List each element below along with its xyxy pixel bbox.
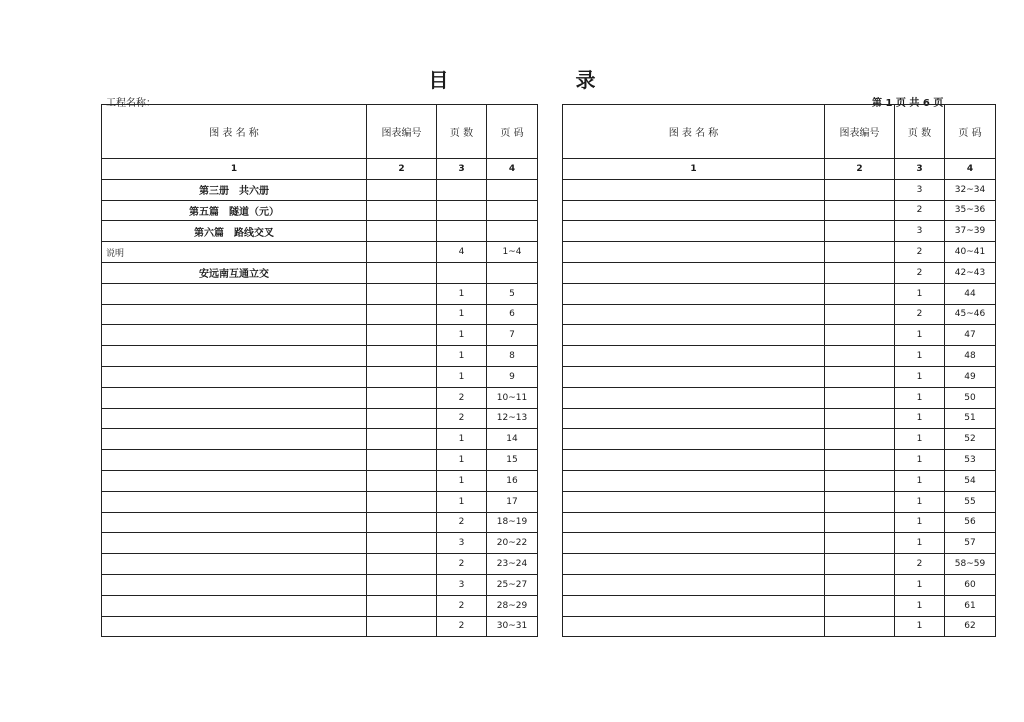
row-name [563, 512, 825, 533]
table-row [102, 366, 538, 387]
table-row [102, 387, 538, 408]
row-code [825, 533, 895, 554]
row-name [563, 470, 825, 491]
header-pages: 页 码 [487, 105, 538, 159]
row-code [825, 616, 895, 637]
row-count: 1 [437, 429, 487, 450]
row-pages: 16 [487, 470, 538, 491]
row-pages: 18~19 [487, 512, 538, 533]
table-row [102, 470, 538, 491]
row-count: 2 [895, 200, 945, 221]
row-name [102, 470, 367, 491]
row-name [102, 491, 367, 512]
catalog-table-left [101, 104, 538, 637]
row-count: 1 [895, 387, 945, 408]
row-count: 1 [437, 450, 487, 471]
row-count: 2 [895, 304, 945, 325]
row-count [437, 179, 487, 200]
row-code [825, 262, 895, 283]
row-code [825, 304, 895, 325]
row-count: 1 [895, 408, 945, 429]
row-pages: 17 [487, 491, 538, 512]
row-name [563, 325, 825, 346]
row-code [825, 325, 895, 346]
row-pages: 51 [945, 408, 996, 429]
table-row [563, 574, 996, 595]
row-code [825, 221, 895, 242]
table-row [563, 429, 996, 450]
row-name [102, 595, 367, 616]
row-count: 2 [895, 242, 945, 263]
table-row [563, 262, 996, 283]
header-name: 图 表 名 称 [102, 105, 367, 159]
row-pages: 56 [945, 512, 996, 533]
row-count: 1 [437, 325, 487, 346]
row-pages: 54 [945, 470, 996, 491]
row-code [825, 554, 895, 575]
row-count: 1 [437, 470, 487, 491]
row-pages: 5 [487, 283, 538, 304]
row-pages: 10~11 [487, 387, 538, 408]
row-code [825, 595, 895, 616]
header-name: 图 表 名 称 [563, 105, 825, 159]
header-pages: 页 码 [945, 105, 996, 159]
table-row [102, 616, 538, 637]
row-count [437, 221, 487, 242]
table-row [563, 616, 996, 637]
row-code [825, 346, 895, 367]
row-pages: 12~13 [487, 408, 538, 429]
table-row [102, 595, 538, 616]
row-name [563, 595, 825, 616]
row-name: 安远南互通立交 [102, 262, 367, 283]
row-code [367, 616, 437, 637]
row-pages: 7 [487, 325, 538, 346]
row-code [825, 387, 895, 408]
row-name [102, 429, 367, 450]
table-row [563, 491, 996, 512]
row-pages: 37~39 [945, 221, 996, 242]
row-code [825, 429, 895, 450]
row-count: 1 [437, 366, 487, 387]
table-row [563, 512, 996, 533]
row-pages: 40~41 [945, 242, 996, 263]
row-pages [487, 262, 538, 283]
row-name [563, 574, 825, 595]
row-count: 2 [437, 616, 487, 637]
table-header-row [563, 105, 996, 159]
row-pages: 60 [945, 574, 996, 595]
row-code [825, 450, 895, 471]
table-row [102, 491, 538, 512]
row-code [825, 366, 895, 387]
table-row [563, 470, 996, 491]
row-name [563, 491, 825, 512]
row-code [825, 200, 895, 221]
table-row [102, 221, 538, 242]
row-pages: 35~36 [945, 200, 996, 221]
row-name [102, 533, 367, 554]
col-num-2: 2 [825, 159, 895, 180]
table-row [102, 533, 538, 554]
row-name: 第五篇 隧道（元） [102, 200, 367, 221]
row-count: 1 [895, 533, 945, 554]
table-row [102, 283, 538, 304]
row-code [825, 408, 895, 429]
row-pages: 28~29 [487, 595, 538, 616]
row-code [367, 408, 437, 429]
row-name: 说明 [102, 242, 367, 263]
col-num-3: 3 [895, 159, 945, 180]
row-name [563, 262, 825, 283]
page-info: 第 1 页 共 6 页 [872, 98, 944, 109]
row-count: 1 [895, 595, 945, 616]
row-pages: 20~22 [487, 533, 538, 554]
row-pages: 25~27 [487, 574, 538, 595]
row-name [563, 408, 825, 429]
column-number-row [102, 159, 538, 180]
row-code [367, 346, 437, 367]
table-row [102, 346, 538, 367]
row-code [367, 304, 437, 325]
table-header-row [102, 105, 538, 159]
row-count: 1 [437, 491, 487, 512]
row-code [825, 242, 895, 263]
row-count: 3 [437, 533, 487, 554]
row-count: 1 [895, 346, 945, 367]
row-code [825, 512, 895, 533]
row-code [367, 221, 437, 242]
col-num-1: 1 [102, 159, 367, 180]
table-row [563, 221, 996, 242]
table-row [563, 533, 996, 554]
row-pages: 57 [945, 533, 996, 554]
row-name [102, 512, 367, 533]
row-pages: 61 [945, 595, 996, 616]
row-name [563, 346, 825, 367]
row-name [102, 450, 367, 471]
row-name [102, 408, 367, 429]
row-name [563, 429, 825, 450]
table-row [102, 512, 538, 533]
row-code [367, 242, 437, 263]
row-name [563, 304, 825, 325]
row-name: 第三册 共六册 [102, 179, 367, 200]
header-count: 页 数 [437, 105, 487, 159]
row-name [102, 616, 367, 637]
row-count: 1 [895, 574, 945, 595]
row-count: 1 [895, 429, 945, 450]
row-pages: 14 [487, 429, 538, 450]
table-row [563, 283, 996, 304]
table-row [563, 408, 996, 429]
row-count: 3 [895, 221, 945, 242]
row-pages: 42~43 [945, 262, 996, 283]
row-code [825, 470, 895, 491]
row-count: 1 [437, 304, 487, 325]
table-row [102, 262, 538, 283]
row-code [825, 491, 895, 512]
row-name [102, 387, 367, 408]
row-pages: 6 [487, 304, 538, 325]
row-code [367, 512, 437, 533]
row-pages: 8 [487, 346, 538, 367]
row-name [563, 554, 825, 575]
col-num-3: 3 [437, 159, 487, 180]
row-count: 2 [895, 554, 945, 575]
row-pages: 47 [945, 325, 996, 346]
row-code [367, 491, 437, 512]
row-pages [487, 200, 538, 221]
row-name [563, 387, 825, 408]
column-number-row [563, 159, 996, 180]
row-code [367, 283, 437, 304]
table-row [563, 595, 996, 616]
header-code: 图表编号 [825, 105, 895, 159]
row-name [563, 221, 825, 242]
row-code [367, 179, 437, 200]
row-pages: 49 [945, 366, 996, 387]
col-num-2: 2 [367, 159, 437, 180]
table-row [563, 179, 996, 200]
row-code [367, 595, 437, 616]
row-count: 1 [437, 283, 487, 304]
row-pages: 53 [945, 450, 996, 471]
project-name: 工程名称： [106, 98, 156, 109]
row-pages: 55 [945, 491, 996, 512]
row-pages: 30~31 [487, 616, 538, 637]
row-code [367, 574, 437, 595]
row-count: 1 [437, 346, 487, 367]
row-pages: 50 [945, 387, 996, 408]
row-count: 2 [437, 554, 487, 575]
table-row [563, 242, 996, 263]
col-num-4: 4 [945, 159, 996, 180]
row-name [563, 242, 825, 263]
row-pages: 1~4 [487, 242, 538, 263]
table-row [102, 325, 538, 346]
row-count: 1 [895, 450, 945, 471]
row-code [367, 554, 437, 575]
row-count: 2 [437, 595, 487, 616]
row-count [437, 262, 487, 283]
page-title: 目 录 [428, 68, 656, 92]
row-count: 1 [895, 470, 945, 491]
table-row [563, 366, 996, 387]
row-code [825, 179, 895, 200]
row-name [563, 283, 825, 304]
row-name [102, 346, 367, 367]
row-name [102, 325, 367, 346]
row-count: 1 [895, 325, 945, 346]
col-num-1: 1 [563, 159, 825, 180]
row-name [102, 304, 367, 325]
row-pages [487, 179, 538, 200]
row-pages [487, 221, 538, 242]
row-count: 2 [437, 387, 487, 408]
row-count: 2 [437, 512, 487, 533]
row-name [102, 574, 367, 595]
catalog-table-right [562, 104, 996, 637]
table-row [102, 200, 538, 221]
table-row [563, 346, 996, 367]
row-code [367, 366, 437, 387]
row-code [367, 200, 437, 221]
table-row [102, 179, 538, 200]
row-count: 1 [895, 491, 945, 512]
row-pages: 9 [487, 366, 538, 387]
row-pages: 15 [487, 450, 538, 471]
table-row [102, 554, 538, 575]
row-count: 3 [895, 179, 945, 200]
table-row [563, 554, 996, 575]
row-name [563, 179, 825, 200]
row-count: 2 [437, 408, 487, 429]
table-row [102, 304, 538, 325]
table-row [563, 387, 996, 408]
row-name [102, 366, 367, 387]
row-code [367, 325, 437, 346]
table-row [563, 450, 996, 471]
table-row [102, 242, 538, 263]
row-pages: 62 [945, 616, 996, 637]
row-name [102, 554, 367, 575]
row-code [825, 283, 895, 304]
table-row [102, 574, 538, 595]
row-pages: 48 [945, 346, 996, 367]
row-pages: 45~46 [945, 304, 996, 325]
row-code [367, 387, 437, 408]
row-name [563, 366, 825, 387]
row-code [367, 429, 437, 450]
row-pages: 32~34 [945, 179, 996, 200]
row-count: 1 [895, 616, 945, 637]
table-row [563, 304, 996, 325]
row-name [563, 616, 825, 637]
row-count: 1 [895, 512, 945, 533]
row-pages: 23~24 [487, 554, 538, 575]
row-pages: 44 [945, 283, 996, 304]
table-row [563, 200, 996, 221]
row-code [367, 450, 437, 471]
col-num-4: 4 [487, 159, 538, 180]
header-code: 图表编号 [367, 105, 437, 159]
row-name: 第六篇 路线交叉 [102, 221, 367, 242]
row-pages: 58~59 [945, 554, 996, 575]
table-row [102, 450, 538, 471]
row-code [367, 533, 437, 554]
row-name [563, 533, 825, 554]
row-count: 1 [895, 366, 945, 387]
table-row [563, 325, 996, 346]
row-count: 1 [895, 283, 945, 304]
row-name [563, 450, 825, 471]
row-name [563, 200, 825, 221]
row-count: 2 [895, 262, 945, 283]
row-code [367, 470, 437, 491]
header-count: 页 数 [895, 105, 945, 159]
row-name [102, 283, 367, 304]
row-count: 3 [437, 574, 487, 595]
table-row [102, 429, 538, 450]
row-count: 4 [437, 242, 487, 263]
table-row [102, 408, 538, 429]
row-code [825, 574, 895, 595]
row-code [367, 262, 437, 283]
row-count [437, 200, 487, 221]
row-pages: 52 [945, 429, 996, 450]
